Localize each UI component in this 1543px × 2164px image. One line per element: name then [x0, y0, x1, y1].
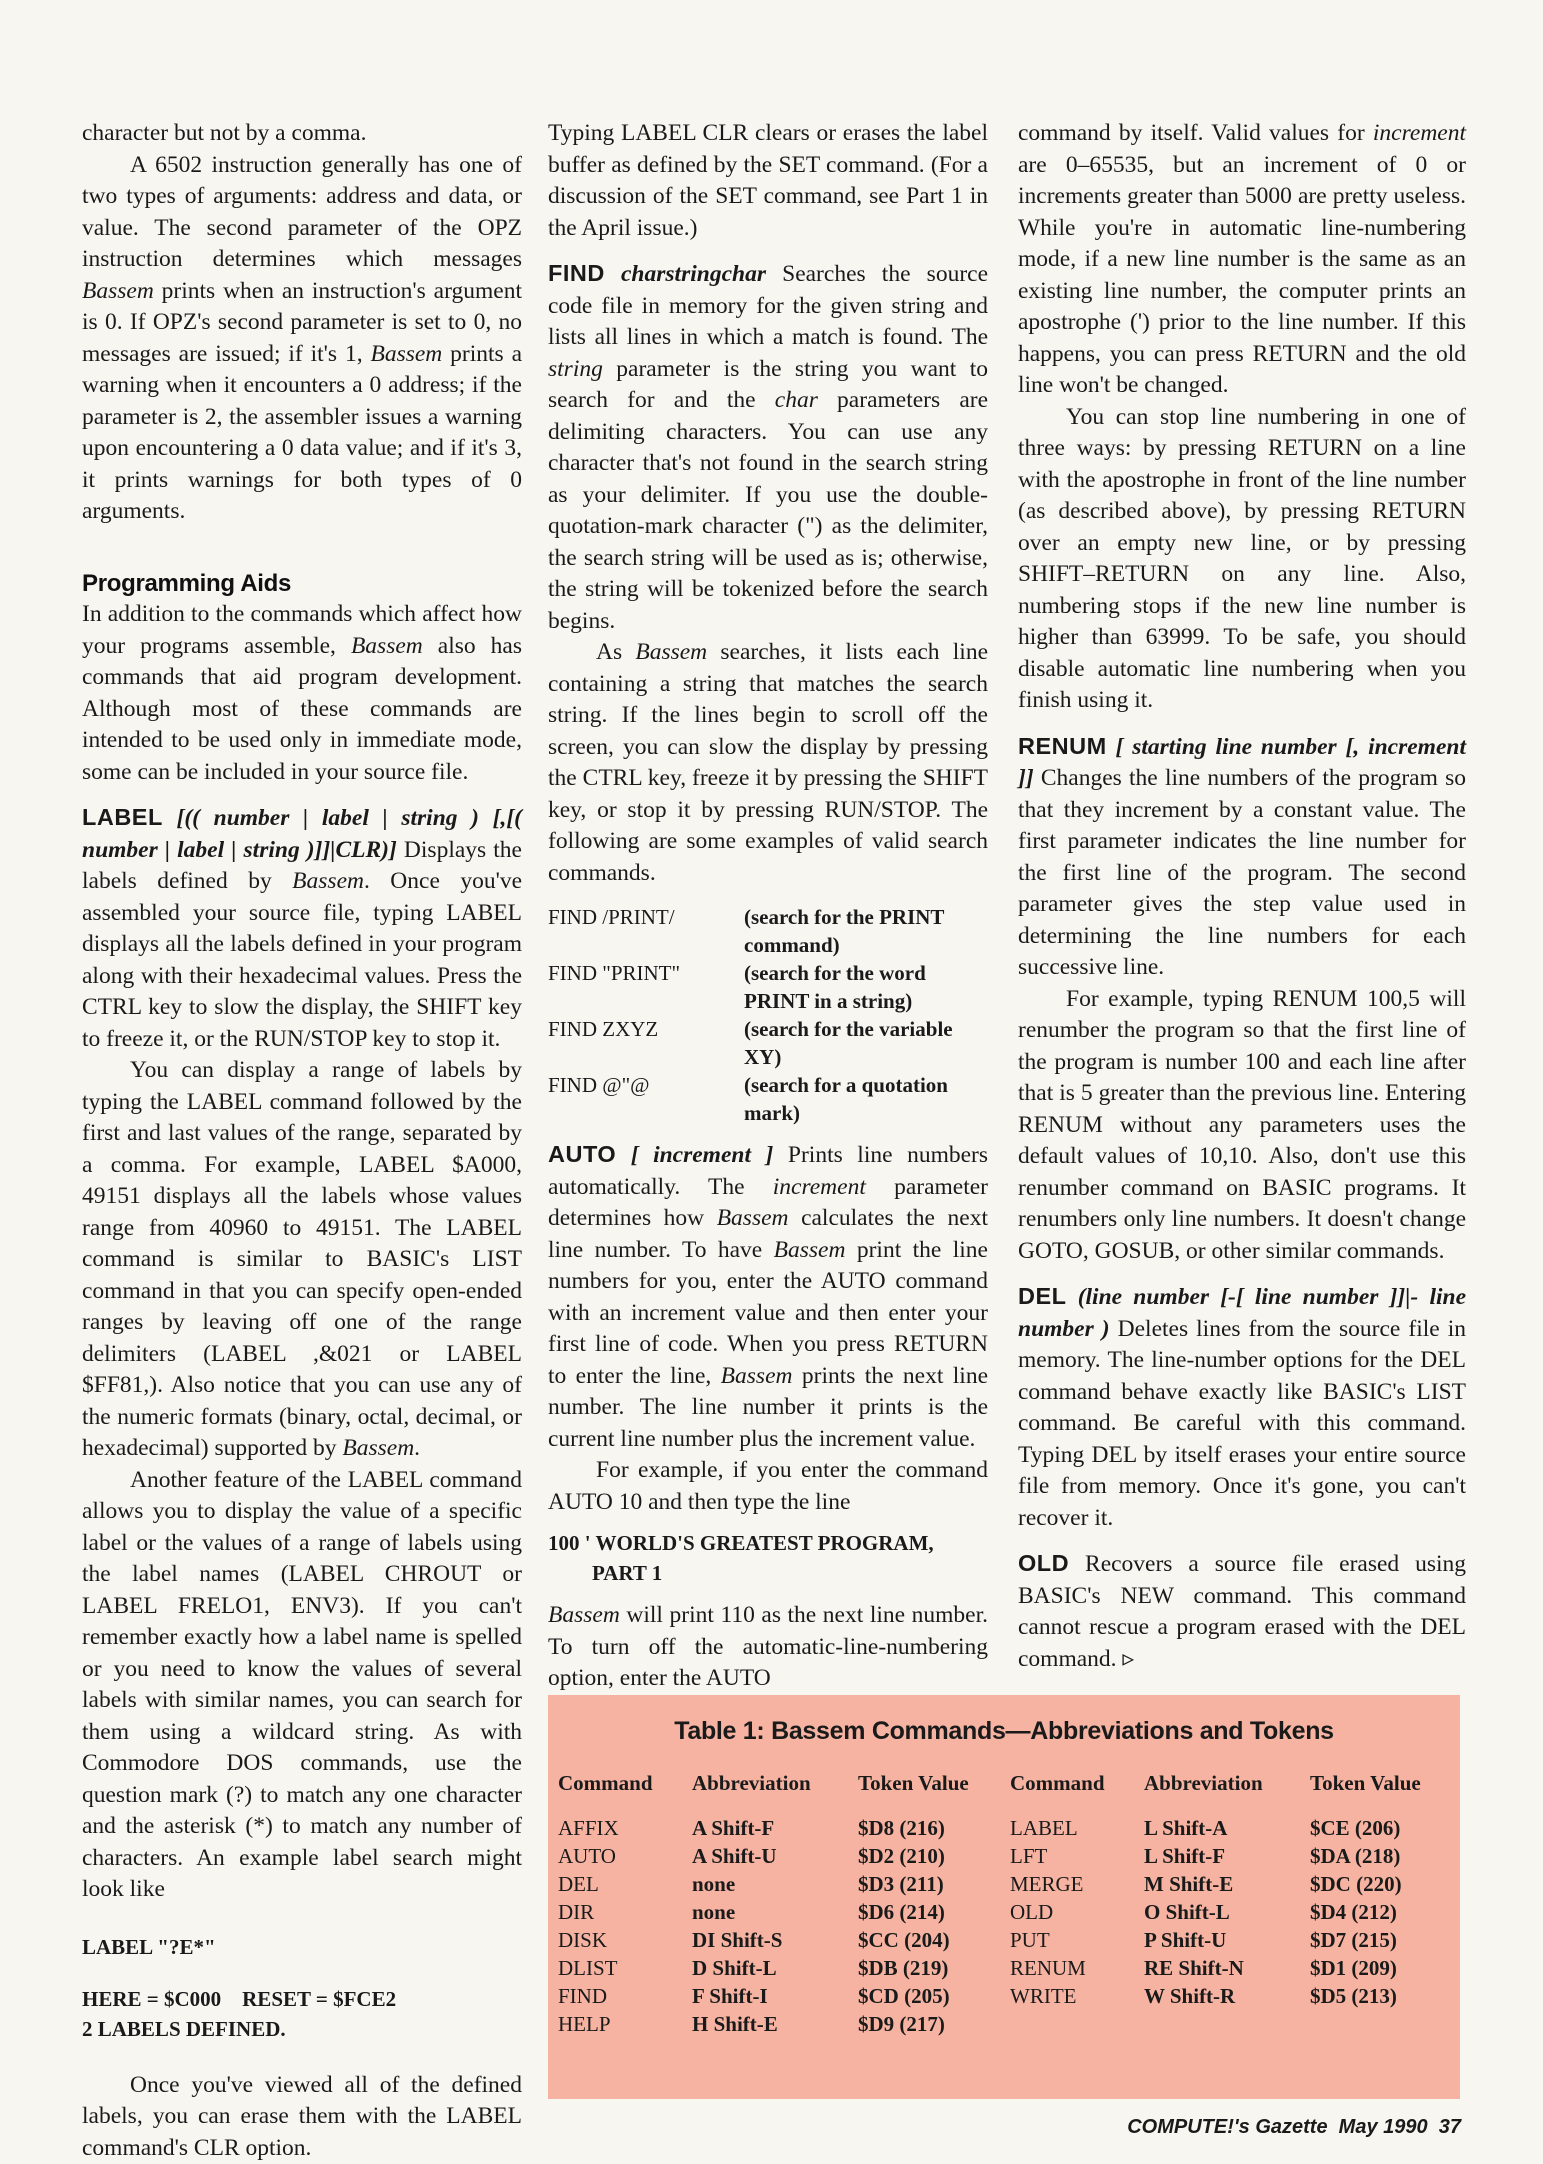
abbreviation-cell: M Shift-E — [1144, 1870, 1310, 1898]
command-cell: AUTO — [558, 1842, 692, 1870]
abbreviation-cell: H Shift-E — [692, 2010, 858, 2038]
command-entry-del: DEL (line number [-[ line number ]]|- line number ) Deletes lines from the source file in memory. The line-number options for the DEL command behave exactly like BASIC's LIST command. Be careful with this command. Typing DEL by itself erases your entire source file from memory. Once it's gone, you can't recover it. — [1018, 1281, 1466, 1534]
token-cell: $D7 (215) — [1310, 1926, 1421, 1954]
token-cell: $D9 (217) — [858, 2010, 969, 2038]
header-token-value: Token Value — [1310, 1771, 1421, 1814]
token-cell: $D8 (216) — [858, 1814, 969, 1842]
code-line: 100 ' WORLD'S GREATEST PROGRAM, — [548, 1528, 988, 1558]
table-row — [548, 903, 988, 959]
command-entry-auto: AUTO [ increment ] Prints line numbers automatically. The increment parameter determines how Bassem calculates the next line number. To have Bassem print the line numbers for you, enter the AUTO command with an increment value and then enter your first line of code. When you press RETURN to enter the line, Bassem prints the next line number. The line number it prints is the current line number plus the increment value. — [548, 1139, 988, 1455]
example-description: (search for the PRINT command) — [744, 903, 988, 959]
table-row — [548, 1015, 988, 1071]
token-cell: $D2 (210) — [858, 1842, 969, 1870]
abbreviation-cell: W Shift-R — [1144, 1982, 1310, 2010]
paragraph: command by itself. Valid values for increment are 0–65535, but an increment of 0 or increments greater than 5000 are pretty useless. While you're in automatic line-numbering mode, if a new line number is the same as an existing line number, the computer prints an apostrophe (') prior to the line number. If this happens, you can press RETURN and the old line won't be changed. — [1018, 118, 1466, 402]
token-cell: $D1 (209) — [1310, 1954, 1421, 1982]
command-cell: DISK — [558, 1926, 692, 1954]
example-description: (search for the word PRINT in a string) — [744, 959, 988, 1015]
abbreviation-cell: A Shift-U — [692, 1842, 858, 1870]
commands-table-right — [1010, 1771, 1421, 2010]
code-line: PART 1 — [548, 1558, 988, 1588]
paragraph: You can display a range of labels by typing the LABEL command followed by the first and last values of the range, separated by a comma. For example, LABEL $A000, 49151 displays all the labels whose values range from 40960 to 49151. The LABEL command is similar to BASIC's LIST command in that you can specify open-ended ranges by leaving off one of the range delimiters (LABEL ,&021 or LABEL $FF81,). Also notice that you can use any of the numeric formats (binary, octal, decimal, or hexadecimal) supported by Bassem. — [82, 1055, 522, 1465]
header-abbreviation: Abbreviation — [1144, 1771, 1310, 1814]
command-entry-renum: RENUM [ starting line number [, increment ]] Changes the line numbers of the program so that they increment by a constant value. The first parameter indicates the line number for the first line of the program. The second parameter gives the step value used in determining the line numbers for each successive line. — [1018, 731, 1466, 984]
table-row — [558, 1954, 969, 1982]
paragraph: Bassem will print 110 as the next line number. To turn off the automatic-line-numbering option, enter the AUTO — [548, 1600, 988, 1695]
command-cell: DEL — [558, 1870, 692, 1898]
table-row — [1010, 1870, 1421, 1898]
commands-table-left — [558, 1771, 969, 2038]
table-header-row — [558, 1771, 969, 1814]
commands-table-box — [548, 1695, 1460, 2099]
table-header-row — [1010, 1771, 1421, 1814]
table-row — [1010, 1898, 1421, 1926]
command-cell: OLD — [1010, 1898, 1144, 1926]
table-title: Table 1: Bassem Commands—Abbreviations and Tokens — [548, 1717, 1460, 1746]
column-1 — [82, 118, 522, 2164]
command-cell: WRITE — [1010, 1982, 1144, 2010]
command-entry-old: OLD Recovers a source file erased using BASIC's NEW command. This command cannot rescue a program erased with the DEL command. ▹ — [1018, 1548, 1466, 1675]
table-row — [1010, 1926, 1421, 1954]
paragraph: Another feature of the LABEL command allows you to display the value of a specific label or the values of a range of labels using the label names (LABEL CHROUT or LABEL FRELO1, ENV3). If you can't remember exactly how a label name is spelled or you need to know the values of several labels with similar names, you can search for them using a wildcard string. As with Commodore DOS commands, use the question mark (?) to match any one character and the asterisk (*) to match any number of characters. An example label search might look like — [82, 1465, 522, 1906]
paragraph: Typing LABEL CLR clears or erases the label buffer as defined by the SET command. (For a discussion of the SET command, see Part 1 in the April issue.) — [548, 118, 988, 244]
example-command: FIND /PRINT/ — [548, 903, 744, 959]
command-cell: LABEL — [1010, 1814, 1144, 1842]
command-cell: AFFIX — [558, 1814, 692, 1842]
paragraph: For example, typing RENUM 100,5 will renumber the program so that the first line of the program is number 100 and each line after that is 5 greater than the previous line. Entering RENUM without any parameters uses the default values of 10,10. Also, don't use this renumber command on BASIC programs. It renumbers only line numbers. It doesn't change GOTO, GOSUB, or other similar commands. — [1018, 984, 1466, 1268]
page-footer: COMPUTE!'s Gazette May 1990 37 — [1127, 2116, 1461, 2139]
abbreviation-cell: P Shift-U — [1144, 1926, 1310, 1954]
code-line: 2 LABELS DEFINED. — [82, 2014, 522, 2044]
section-heading: Programming Aids — [82, 568, 522, 600]
table-row — [1010, 1954, 1421, 1982]
abbreviation-cell: none — [692, 1898, 858, 1926]
abbreviation-cell: D Shift-L — [692, 1954, 858, 1982]
find-examples-table — [548, 903, 988, 1127]
paragraph: A 6502 instruction generally has one of two types of arguments: address and data, or value. The second parameter of the OPZ instruction determines which messages Bassem prints when an instruction's argument is 0. If OPZ's second parameter is set to 0, no messages are issued; if it's 1, Bassem prints a warning when it encounters a 0 address; if the parameter is 2, the assembler issues a warning upon encountering a 0 data value; and if it's 3, it prints warnings for both types of 0 arguments. — [82, 150, 522, 528]
abbreviation-cell: O Shift-L — [1144, 1898, 1310, 1926]
command-cell: PUT — [1010, 1926, 1144, 1954]
column-3 — [1018, 118, 1466, 1675]
code-line: LABEL "?E*" — [82, 1932, 522, 1962]
token-cell: $CD (205) — [858, 1982, 969, 2010]
example-description: (search for a quotation mark) — [744, 1071, 988, 1127]
paragraph: You can stop line numbering in one of three ways: by pressing RETURN on a line with the apostrophe in front of the line number (as described above), by pressing RETURN over an empty new line, or by pressing SHIFT–RETURN on any line. Also, numbering stops if the new line number is higher than 63999. To be safe, you should disable automatic line numbering when you finish using it. — [1018, 402, 1466, 717]
command-cell: FIND — [558, 1982, 692, 2010]
abbreviation-cell: RE Shift-N — [1144, 1954, 1310, 1982]
column-2 — [548, 118, 988, 1695]
table-row — [548, 1071, 988, 1127]
table-row — [558, 1982, 969, 2010]
token-cell: $D3 (211) — [858, 1870, 969, 1898]
command-cell: MERGE — [1010, 1870, 1144, 1898]
command-cell: HELP — [558, 2010, 692, 2038]
abbreviation-cell: L Shift-F — [1144, 1842, 1310, 1870]
paragraph: For example, if you enter the command AUTO 10 and then type the line — [548, 1455, 988, 1518]
abbreviation-cell: DI Shift-S — [692, 1926, 858, 1954]
end-mark-icon: ▹ — [1122, 1646, 1134, 1672]
table-row — [558, 1870, 969, 1898]
command-cell: LFT — [1010, 1842, 1144, 1870]
example-description: (search for the variable XY) — [744, 1015, 988, 1071]
header-abbreviation: Abbreviation — [692, 1771, 858, 1814]
token-cell: $DA (218) — [1310, 1842, 1421, 1870]
abbreviation-cell: A Shift-F — [692, 1814, 858, 1842]
token-cell: $CE (206) — [1310, 1814, 1421, 1842]
command-cell: DIR — [558, 1898, 692, 1926]
example-command: FIND ZXYZ — [548, 1015, 744, 1071]
paragraph: In addition to the commands which affect how your programs assemble, Bassem also has commands that aid program development. Although most of these commands are intended to be used only in immediate mode, some can be included in your source file. — [82, 599, 522, 788]
token-cell: $CC (204) — [858, 1926, 969, 1954]
table-row — [558, 1814, 969, 1842]
token-cell: $DB (219) — [858, 1954, 969, 1982]
header-token-value: Token Value — [858, 1771, 969, 1814]
command-entry-find: FIND charstringchar Searches the source code file in memory for the given string and lists all lines in which a match is found. The string parameter is the string you want to search for and the char parameters are delimiting characters. You can use any character that's not found in the search string as your delimiter. If you use the double-quotation-mark character (") as the delimiter, the search string will be used as is; otherwise, the string will be tokenized before the search begins. — [548, 258, 988, 637]
abbreviation-cell: F Shift-I — [692, 1982, 858, 2010]
table-row — [558, 2010, 969, 2038]
example-command: FIND @"@ — [548, 1071, 744, 1127]
command-entry-label: LABEL [(( number | label | string ) [,[( number | label | string )]]|CLR)] Displays the labels defined by Bassem. Once you've assembled your source file, typing LABEL displays all the labels defined in your program along with their hexadecimal values. Press the CTRL key to slow the display, the SHIFT key to freeze it, or the RUN/STOP key to stop it. — [82, 802, 522, 1055]
abbreviation-cell: L Shift-A — [1144, 1814, 1310, 1842]
paragraph: character but not by a comma. — [82, 118, 522, 150]
token-cell: $D5 (213) — [1310, 1982, 1421, 2010]
table-row — [558, 1926, 969, 1954]
example-command: FIND "PRINT" — [548, 959, 744, 1015]
token-cell: $D4 (212) — [1310, 1898, 1421, 1926]
table-row — [1010, 1982, 1421, 2010]
table-row — [558, 1898, 969, 1926]
table-row — [1010, 1842, 1421, 1870]
header-command: Command — [558, 1771, 692, 1814]
command-cell: DLIST — [558, 1954, 692, 1982]
paragraph: Once you've viewed all of the defined labels, you can erase them with the LABEL command's CLR option. — [82, 2070, 522, 2164]
header-command: Command — [1010, 1771, 1144, 1814]
table-row — [548, 959, 988, 1015]
command-cell: RENUM — [1010, 1954, 1144, 1982]
token-cell: $D6 (214) — [858, 1898, 969, 1926]
paragraph: As Bassem searches, it lists each line containing a string that matches the search string. If the lines begin to scroll off the screen, you can slow the display by pressing the CTRL key, freeze it by pressing the SHIFT key, or stop it by pressing RUN/STOP. The following are some examples of valid search commands. — [548, 637, 988, 889]
code-line: HERE = $C000 RESET = $FCE2 — [82, 1984, 522, 2014]
table-row — [558, 1842, 969, 1870]
abbreviation-cell: none — [692, 1870, 858, 1898]
table-row — [1010, 1814, 1421, 1842]
token-cell: $DC (220) — [1310, 1870, 1421, 1898]
